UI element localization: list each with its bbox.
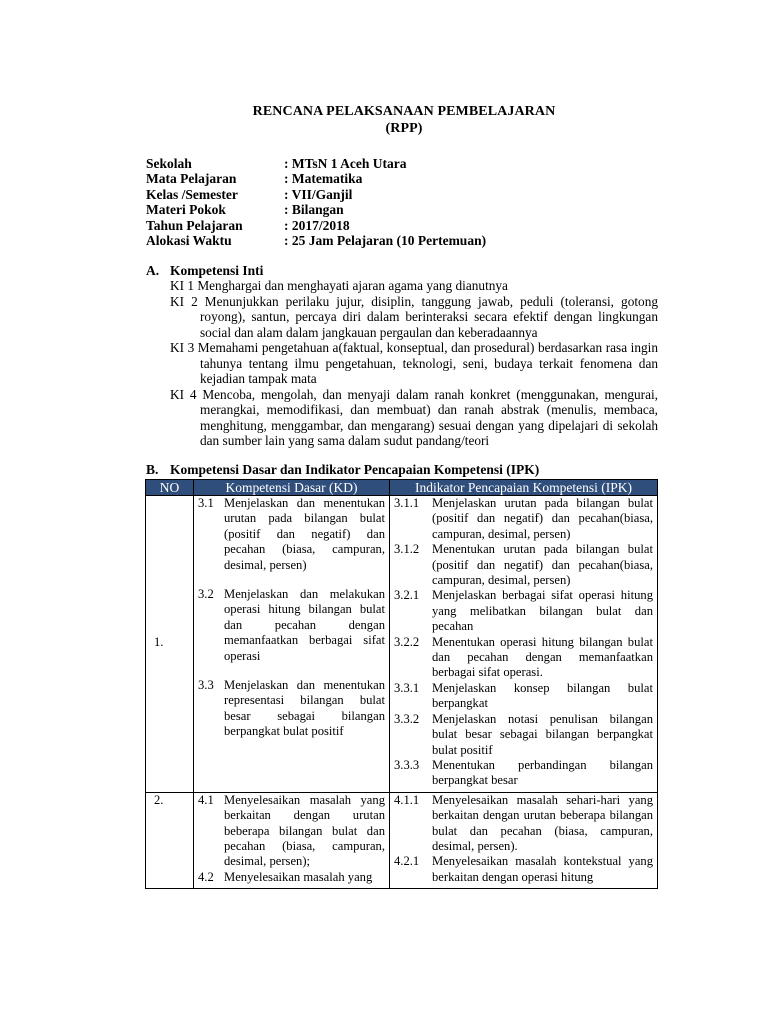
ipk-number: 3.1.2 (394, 542, 420, 557)
identity-block (146, 156, 486, 248)
kd-number: 3.2 (198, 587, 214, 602)
ipk-item (394, 496, 653, 542)
kd-item (198, 587, 385, 664)
kd-text: Menyelesaikan masalah yang (224, 869, 373, 884)
ipk-cell (390, 496, 658, 793)
ki-item: KI 2 Menunjukkan perilaku jujur, disiplin, tanggung jawab, peduli (toleransi, gotong royong), santun, percaya diri dalam berinteraksi secara efektif dengan lingkungan social dan alam dalam jangkauan pergaulan dan keberadaannya (170, 293, 658, 340)
header-kd: Kompetensi Dasar (KD) (194, 480, 390, 496)
document-subtitle: (RPP) (385, 121, 423, 136)
ki-item: KI 3 Memahami pengetahuan a(faktual, konseptual, dan prosedural) berdasarkan rasa ingin tahunya tentang ilmu pengetahuan, teknologi, seni, budaya terkait fenomena dan kejadian tampak mata (170, 340, 658, 386)
ipk-number: 3.1.1 (394, 496, 420, 510)
identity-value: : Bilangan (284, 202, 344, 218)
ipk-text: Menentukan urutan pada bilangan bulat (positif dan negatif) dan pecahan(biasa, campuran, desimal, persen) (432, 542, 653, 588)
header-ipk: Indikator Pencapaian Kompetensi (IPK) (390, 480, 658, 496)
kd-text: Menjelaskan dan melakukan operasi hitung bilangan bulat dan pecahan dengan memanfaatkan berbagai sifat operasi (224, 587, 385, 663)
kd-item (198, 496, 385, 573)
ipk-text: Menyelesaikan masalah kontekstual yang berkaitan dengan operasi hitung (432, 854, 653, 884)
identity-key: Tahun Pelajaran (146, 217, 243, 233)
kompetensi-inti-list (170, 278, 658, 449)
ipk-number: 3.2.1 (394, 588, 420, 603)
ipk-item (394, 758, 653, 789)
identity-value: : MTsN 1 Aceh Utara (284, 156, 407, 171)
section-title: Kompetensi Inti (170, 263, 264, 278)
identity-key: Mata Pelajaran (146, 171, 237, 187)
kd-item (198, 793, 385, 870)
row-number: 1. (146, 496, 194, 793)
ipk-text: Menentukan operasi hitung bilangan bulat dan pecahan dengan memanfaatkan berbagai sifat operasi. (432, 634, 653, 680)
kd-cell (194, 792, 390, 888)
identity-value: : 25 Jam Pelajaran (10 Pertemuan) (284, 232, 487, 248)
table-header-row (146, 480, 658, 496)
ipk-item (394, 542, 653, 588)
kd-text: Menjelaskan dan menentukan urutan pada bilangan bulat (positif dan negatif) dan pecahan (biasa, campuran, desimal, persen) (224, 496, 385, 572)
identity-row (146, 233, 486, 248)
section-b-heading (146, 462, 539, 478)
ipk-item (394, 854, 653, 885)
table-row (146, 792, 658, 888)
ipk-text: Menjelaskan berbagai sifat operasi hitung yang melibatkan bilangan bulat dan pecahan (432, 588, 653, 634)
kd-text: Menyelesaikan masalah yang berkaitan dengan urutan beberapa bilangan bulat dan pecahan (biasa, campuran, desimal, persen); (224, 792, 385, 869)
ipk-number: 4.1.1 (394, 792, 420, 807)
ipk-item (394, 588, 653, 634)
ki-item: KI 1 Menghargai dan menghayati ajaran agama yang dianutnya (170, 278, 508, 293)
ipk-item (394, 793, 653, 855)
kd-number: 4.1 (198, 792, 214, 807)
ipk-number: 3.3.3 (394, 757, 420, 772)
ipk-number: 4.2.1 (394, 854, 420, 869)
ipk-text: Menjelaskan konsep bilangan bulat berpangkat (432, 680, 653, 711)
identity-key: Sekolah (146, 156, 192, 171)
identity-row (146, 202, 486, 217)
section-a-heading (146, 263, 263, 279)
identity-row (146, 218, 486, 233)
identity-value: : VII/Ganjil (284, 186, 353, 202)
ipk-item (394, 681, 653, 712)
ipk-item (394, 712, 653, 758)
ipk-text: Menjelaskan urutan pada bilangan bulat (positif dan negatif) dan pecahan(biasa, campuran, desimal, persen) (432, 496, 653, 541)
row-number: 2. (146, 792, 194, 888)
section-letter: B. (146, 462, 159, 477)
kd-number: 3.1 (198, 496, 214, 510)
identity-key: Materi Pokok (146, 202, 226, 218)
identity-key: Alokasi Waktu (146, 232, 232, 248)
ipk-cell (390, 792, 658, 888)
identity-row (146, 187, 486, 202)
ipk-number: 3.3.1 (394, 680, 420, 695)
kd-number: 3.3 (198, 678, 214, 693)
identity-row (146, 171, 486, 186)
identity-key: Kelas /Semester (146, 186, 238, 202)
identity-row (146, 156, 486, 171)
ipk-item (394, 635, 653, 681)
ipk-text: Menentukan perbandingan bilangan berpangkat besar (432, 757, 653, 788)
ki-item: KI 4 Mencoba, mengolah, dan menyaji dalam ranah konkret (menggunakan, mengurai, merangkai, memodifikasi, dan membuat) dan ranah abstrak (menulis, membaca, menghitung, menggambar, dan mengarang) sesuai dengan yang dipelajari di sekolah dan sumber lain yang sama dalam sudut pandang/teori (170, 386, 658, 448)
kd-cell (194, 496, 390, 793)
ipk-number: 3.2.2 (394, 634, 420, 649)
section-letter: A. (146, 263, 160, 278)
identity-value: : Matematika (284, 171, 363, 187)
ipk-text: Menyelesaikan masalah sehari-hari yang berkaitan dengan urutan beberapa bilangan bulat dan pecahan (biasa, campuran, desimal, persen). (432, 792, 653, 853)
kd-item (198, 870, 385, 885)
table-row (146, 496, 658, 793)
kd-number: 4.2 (198, 869, 214, 884)
ipk-text: Menjelaskan notasi penulisan bilangan bulat besar sebagai bilangan berpangkat bulat positif (432, 711, 653, 757)
kd-item (198, 678, 385, 740)
section-title: Kompetensi Dasar dan Indikator Pencapaian Kompetensi (IPK) (170, 462, 540, 477)
document-title: RENCANA PELAKSANAAN PEMBELAJARAN (252, 104, 556, 119)
kd-ipk-table (145, 479, 658, 889)
kd-text: Menjelaskan dan menentukan representasi bilangan bulat besar sebagai bilangan berpangkat bulat positif (224, 678, 385, 739)
identity-value: : 2017/2018 (284, 217, 350, 233)
ipk-number: 3.3.2 (394, 711, 420, 726)
header-no: NO (146, 480, 194, 496)
